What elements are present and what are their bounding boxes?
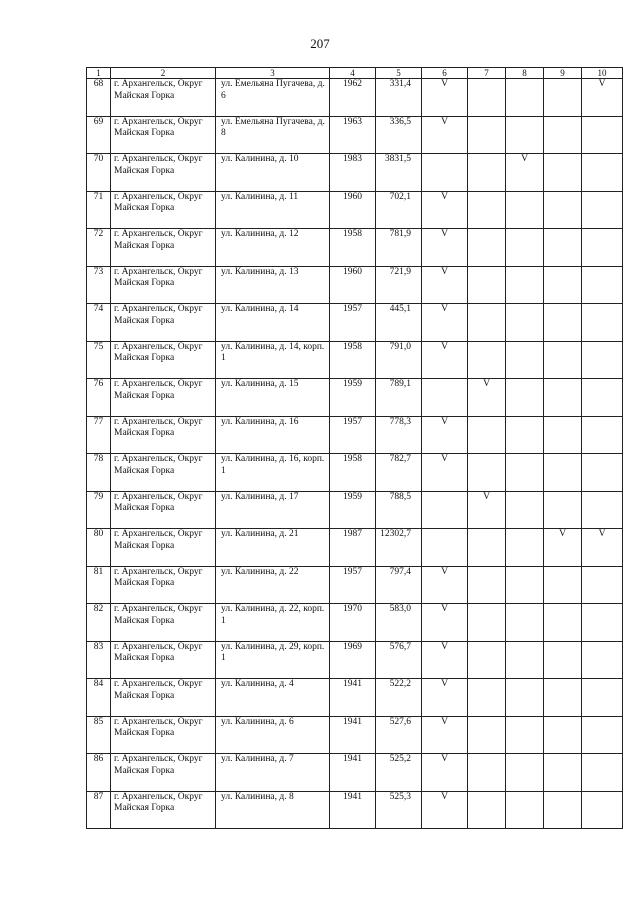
mark-cell-10 bbox=[582, 191, 623, 229]
city-cell: г. Архангельск, Округ Майская Горка bbox=[111, 116, 216, 154]
mark-cell-6: V bbox=[422, 679, 468, 717]
city-cell: г. Архангельск, Округ Майская Горка bbox=[111, 454, 216, 492]
mark-cell-8 bbox=[506, 416, 544, 454]
mark-cell-7 bbox=[468, 454, 506, 492]
city-cell: г. Архангельск, Округ Майская Горка bbox=[111, 566, 216, 604]
table-row bbox=[87, 266, 623, 304]
row-number: 81 bbox=[87, 566, 111, 604]
area-cell: 788,5 bbox=[376, 491, 422, 529]
year-cell: 1963 bbox=[330, 116, 376, 154]
row-number: 72 bbox=[87, 229, 111, 267]
address-cell: ул. Калинина, д. 21 bbox=[216, 529, 330, 567]
table-body bbox=[87, 79, 623, 829]
mark-cell-9 bbox=[544, 604, 582, 642]
city-cell: г. Архангельск, Округ Майская Горка bbox=[111, 679, 216, 717]
mark-cell-8 bbox=[506, 229, 544, 267]
mark-cell-10 bbox=[582, 791, 623, 829]
year-cell: 1941 bbox=[330, 716, 376, 754]
mark-cell-9: V bbox=[544, 529, 582, 567]
year-cell: 1941 bbox=[330, 791, 376, 829]
year-cell: 1959 bbox=[330, 379, 376, 417]
year-cell: 1957 bbox=[330, 566, 376, 604]
year-cell: 1957 bbox=[330, 304, 376, 342]
mark-cell-10 bbox=[582, 266, 623, 304]
mark-cell-8 bbox=[506, 79, 544, 117]
city-cell: г. Архангельск, Округ Майская Горка bbox=[111, 416, 216, 454]
column-number-row bbox=[87, 68, 623, 79]
mark-cell-6 bbox=[422, 379, 468, 417]
mark-cell-9 bbox=[544, 454, 582, 492]
mark-cell-10 bbox=[582, 341, 623, 379]
row-number: 86 bbox=[87, 754, 111, 792]
mark-cell-9 bbox=[544, 754, 582, 792]
mark-cell-10 bbox=[582, 379, 623, 417]
year-cell: 1969 bbox=[330, 641, 376, 679]
table-row bbox=[87, 341, 623, 379]
table-row bbox=[87, 116, 623, 154]
table-row bbox=[87, 454, 623, 492]
row-number: 79 bbox=[87, 491, 111, 529]
mark-cell-8 bbox=[506, 529, 544, 567]
address-cell: ул. Емельяна Пугачева, д. 6 bbox=[216, 79, 330, 117]
mark-cell-6: V bbox=[422, 229, 468, 267]
table-row bbox=[87, 641, 623, 679]
mark-cell-7 bbox=[468, 641, 506, 679]
column-header: 7 bbox=[468, 68, 506, 79]
city-cell: г. Архангельск, Округ Майская Горка bbox=[111, 641, 216, 679]
area-cell: 702,1 bbox=[376, 191, 422, 229]
mark-cell-8 bbox=[506, 454, 544, 492]
address-cell: ул. Калинина, д. 12 bbox=[216, 229, 330, 267]
column-header: 8 bbox=[506, 68, 544, 79]
year-cell: 1970 bbox=[330, 604, 376, 642]
area-cell: 527,6 bbox=[376, 716, 422, 754]
city-cell: г. Архангельск, Округ Майская Горка bbox=[111, 266, 216, 304]
table-row bbox=[87, 491, 623, 529]
area-cell: 336,5 bbox=[376, 116, 422, 154]
area-cell: 583,0 bbox=[376, 604, 422, 642]
mark-cell-8 bbox=[506, 304, 544, 342]
year-cell: 1962 bbox=[330, 79, 376, 117]
area-cell: 782,7 bbox=[376, 454, 422, 492]
row-number: 68 bbox=[87, 79, 111, 117]
mark-cell-10 bbox=[582, 304, 623, 342]
table-row bbox=[87, 529, 623, 567]
mark-cell-7: V bbox=[468, 379, 506, 417]
mark-cell-6: V bbox=[422, 641, 468, 679]
mark-cell-6: V bbox=[422, 454, 468, 492]
mark-cell-6: V bbox=[422, 191, 468, 229]
mark-cell-10 bbox=[582, 491, 623, 529]
table-row bbox=[87, 379, 623, 417]
year-cell: 1960 bbox=[330, 266, 376, 304]
address-cell: ул. Калинина, д. 22, корп. 1 bbox=[216, 604, 330, 642]
mark-cell-7 bbox=[468, 754, 506, 792]
mark-cell-6 bbox=[422, 529, 468, 567]
table-row bbox=[87, 566, 623, 604]
column-header: 5 bbox=[376, 68, 422, 79]
row-number: 70 bbox=[87, 154, 111, 192]
address-cell: ул. Калинина, д. 8 bbox=[216, 791, 330, 829]
mark-cell-7 bbox=[468, 266, 506, 304]
city-cell: г. Архангельск, Округ Майская Горка bbox=[111, 791, 216, 829]
row-number: 85 bbox=[87, 716, 111, 754]
mark-cell-6: V bbox=[422, 116, 468, 154]
mark-cell-9 bbox=[544, 229, 582, 267]
mark-cell-6: V bbox=[422, 79, 468, 117]
address-cell: ул. Калинина, д. 17 bbox=[216, 491, 330, 529]
mark-cell-8 bbox=[506, 491, 544, 529]
mark-cell-9 bbox=[544, 716, 582, 754]
mark-cell-9 bbox=[544, 304, 582, 342]
column-header: 10 bbox=[582, 68, 623, 79]
row-number: 77 bbox=[87, 416, 111, 454]
address-cell: ул. Калинина, д. 14, корп. 1 bbox=[216, 341, 330, 379]
city-cell: г. Архангельск, Округ Майская Горка bbox=[111, 229, 216, 267]
area-cell: 789,1 bbox=[376, 379, 422, 417]
mark-cell-6 bbox=[422, 491, 468, 529]
city-cell: г. Архангельск, Округ Майская Горка bbox=[111, 529, 216, 567]
mark-cell-9 bbox=[544, 379, 582, 417]
area-cell: 797,4 bbox=[376, 566, 422, 604]
mark-cell-9 bbox=[544, 191, 582, 229]
mark-cell-6: V bbox=[422, 604, 468, 642]
area-cell: 3831,5 bbox=[376, 154, 422, 192]
mark-cell-7: V bbox=[468, 491, 506, 529]
area-cell: 525,2 bbox=[376, 754, 422, 792]
row-number: 69 bbox=[87, 116, 111, 154]
mark-cell-7 bbox=[468, 116, 506, 154]
table-row bbox=[87, 791, 623, 829]
year-cell: 1960 bbox=[330, 191, 376, 229]
mark-cell-7 bbox=[468, 679, 506, 717]
mark-cell-9 bbox=[544, 491, 582, 529]
row-number: 83 bbox=[87, 641, 111, 679]
city-cell: г. Архангельск, Округ Майская Горка bbox=[111, 754, 216, 792]
address-cell: ул. Калинина, д. 10 bbox=[216, 154, 330, 192]
mark-cell-9 bbox=[544, 641, 582, 679]
city-cell: г. Архангельск, Округ Майская Горка bbox=[111, 79, 216, 117]
mark-cell-6: V bbox=[422, 754, 468, 792]
row-number: 78 bbox=[87, 454, 111, 492]
mark-cell-8 bbox=[506, 341, 544, 379]
mark-cell-8: V bbox=[506, 154, 544, 192]
area-cell: 778,3 bbox=[376, 416, 422, 454]
mark-cell-8 bbox=[506, 716, 544, 754]
mark-cell-8 bbox=[506, 566, 544, 604]
mark-cell-8 bbox=[506, 641, 544, 679]
mark-cell-10 bbox=[582, 566, 623, 604]
area-cell: 525,3 bbox=[376, 791, 422, 829]
area-cell: 721,9 bbox=[376, 266, 422, 304]
area-cell: 522,2 bbox=[376, 679, 422, 717]
year-cell: 1958 bbox=[330, 229, 376, 267]
mark-cell-8 bbox=[506, 754, 544, 792]
mark-cell-6: V bbox=[422, 566, 468, 604]
mark-cell-9 bbox=[544, 416, 582, 454]
mark-cell-7 bbox=[468, 154, 506, 192]
address-cell: ул. Калинина, д. 4 bbox=[216, 679, 330, 717]
column-header: 6 bbox=[422, 68, 468, 79]
mark-cell-7 bbox=[468, 416, 506, 454]
mark-cell-8 bbox=[506, 379, 544, 417]
address-cell: ул. Емельяна Пугачева, д. 8 bbox=[216, 116, 330, 154]
mark-cell-10 bbox=[582, 604, 623, 642]
address-cell: ул. Калинина, д. 16 bbox=[216, 416, 330, 454]
mark-cell-6: V bbox=[422, 716, 468, 754]
year-cell: 1941 bbox=[330, 754, 376, 792]
address-cell: ул. Калинина, д. 6 bbox=[216, 716, 330, 754]
mark-cell-10 bbox=[582, 454, 623, 492]
mark-cell-10: V bbox=[582, 79, 623, 117]
mark-cell-8 bbox=[506, 679, 544, 717]
address-cell: ул. Калинина, д. 22 bbox=[216, 566, 330, 604]
mark-cell-6 bbox=[422, 154, 468, 192]
mark-cell-7 bbox=[468, 229, 506, 267]
row-number: 75 bbox=[87, 341, 111, 379]
mark-cell-10 bbox=[582, 116, 623, 154]
address-cell: ул. Калинина, д. 16, корп. 1 bbox=[216, 454, 330, 492]
page-number: 207 bbox=[310, 36, 330, 51]
address-cell: ул. Калинина, д. 7 bbox=[216, 754, 330, 792]
mark-cell-10 bbox=[582, 679, 623, 717]
column-header: 1 bbox=[87, 68, 111, 79]
city-cell: г. Архангельск, Округ Майская Горка bbox=[111, 716, 216, 754]
area-cell: 791,0 bbox=[376, 341, 422, 379]
mark-cell-10 bbox=[582, 229, 623, 267]
table-row bbox=[87, 79, 623, 117]
city-cell: г. Архангельск, Округ Майская Горка bbox=[111, 191, 216, 229]
year-cell: 1983 bbox=[330, 154, 376, 192]
city-cell: г. Архангельск, Округ Майская Горка bbox=[111, 154, 216, 192]
row-number: 71 bbox=[87, 191, 111, 229]
city-cell: г. Архангельск, Округ Майская Горка bbox=[111, 379, 216, 417]
area-cell: 331,4 bbox=[376, 79, 422, 117]
area-cell: 781,9 bbox=[376, 229, 422, 267]
mark-cell-10 bbox=[582, 754, 623, 792]
mark-cell-9 bbox=[544, 679, 582, 717]
area-cell: 576,7 bbox=[376, 641, 422, 679]
mark-cell-9 bbox=[544, 791, 582, 829]
city-cell: г. Архангельск, Округ Майская Горка bbox=[111, 341, 216, 379]
address-cell: ул. Калинина, д. 29, корп. 1 bbox=[216, 641, 330, 679]
mark-cell-9 bbox=[544, 341, 582, 379]
mark-cell-7 bbox=[468, 304, 506, 342]
mark-cell-9 bbox=[544, 116, 582, 154]
mark-cell-9 bbox=[544, 266, 582, 304]
mark-cell-6: V bbox=[422, 416, 468, 454]
mark-cell-8 bbox=[506, 604, 544, 642]
year-cell: 1987 bbox=[330, 529, 376, 567]
table-row bbox=[87, 679, 623, 717]
mark-cell-7 bbox=[468, 191, 506, 229]
address-cell: ул. Калинина, д. 15 bbox=[216, 379, 330, 417]
area-cell: 12302,7 bbox=[376, 529, 422, 567]
address-cell: ул. Калинина, д. 11 bbox=[216, 191, 330, 229]
mark-cell-7 bbox=[468, 791, 506, 829]
city-cell: г. Архангельск, Округ Майская Горка bbox=[111, 491, 216, 529]
mark-cell-10 bbox=[582, 416, 623, 454]
column-header: 4 bbox=[330, 68, 376, 79]
row-number: 82 bbox=[87, 604, 111, 642]
mark-cell-7 bbox=[468, 604, 506, 642]
mark-cell-6: V bbox=[422, 341, 468, 379]
year-cell: 1959 bbox=[330, 491, 376, 529]
table-row bbox=[87, 154, 623, 192]
mark-cell-8 bbox=[506, 791, 544, 829]
city-cell: г. Архангельск, Округ Майская Горка bbox=[111, 304, 216, 342]
address-cell: ул. Калинина, д. 13 bbox=[216, 266, 330, 304]
row-number: 74 bbox=[87, 304, 111, 342]
table-row bbox=[87, 604, 623, 642]
mark-cell-10 bbox=[582, 641, 623, 679]
area-cell: 445,1 bbox=[376, 304, 422, 342]
table-row bbox=[87, 754, 623, 792]
mark-cell-8 bbox=[506, 266, 544, 304]
mark-cell-7 bbox=[468, 79, 506, 117]
row-number: 73 bbox=[87, 266, 111, 304]
mark-cell-7 bbox=[468, 341, 506, 379]
year-cell: 1958 bbox=[330, 341, 376, 379]
year-cell: 1958 bbox=[330, 454, 376, 492]
column-header: 2 bbox=[111, 68, 216, 79]
column-header: 9 bbox=[544, 68, 582, 79]
mark-cell-10: V bbox=[582, 529, 623, 567]
mark-cell-8 bbox=[506, 191, 544, 229]
mark-cell-9 bbox=[544, 566, 582, 604]
year-cell: 1941 bbox=[330, 679, 376, 717]
mark-cell-9 bbox=[544, 154, 582, 192]
mark-cell-8 bbox=[506, 116, 544, 154]
table-row bbox=[87, 191, 623, 229]
city-cell: г. Архангельск, Округ Майская Горка bbox=[111, 604, 216, 642]
table-row bbox=[87, 304, 623, 342]
table-row bbox=[87, 716, 623, 754]
row-number: 76 bbox=[87, 379, 111, 417]
table-row bbox=[87, 416, 623, 454]
mark-cell-7 bbox=[468, 716, 506, 754]
row-number: 87 bbox=[87, 791, 111, 829]
mark-cell-6: V bbox=[422, 791, 468, 829]
housing-registry-table bbox=[86, 67, 623, 829]
mark-cell-7 bbox=[468, 566, 506, 604]
column-header: 3 bbox=[216, 68, 330, 79]
mark-cell-10 bbox=[582, 154, 623, 192]
mark-cell-6: V bbox=[422, 304, 468, 342]
table-row bbox=[87, 229, 623, 267]
mark-cell-9 bbox=[544, 79, 582, 117]
row-number: 84 bbox=[87, 679, 111, 717]
mark-cell-7 bbox=[468, 529, 506, 567]
address-cell: ул. Калинина, д. 14 bbox=[216, 304, 330, 342]
mark-cell-6: V bbox=[422, 266, 468, 304]
row-number: 80 bbox=[87, 529, 111, 567]
mark-cell-10 bbox=[582, 716, 623, 754]
year-cell: 1957 bbox=[330, 416, 376, 454]
